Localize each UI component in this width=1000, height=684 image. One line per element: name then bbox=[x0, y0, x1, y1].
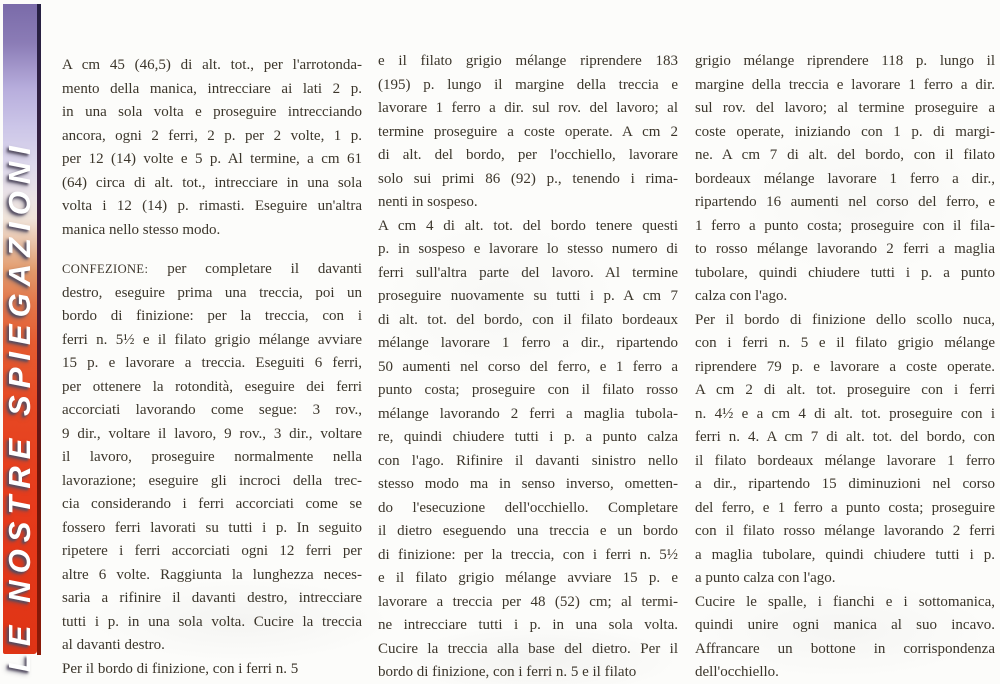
paragraph bbox=[695, 591, 995, 684]
text-line: Affrancare un bottone in corrispondenza bbox=[695, 640, 995, 657]
text-line: a maglia tubolare, quindi chiudere tutti i p. bbox=[695, 546, 995, 563]
text-line: margine della treccia e lavorare 1 ferro a dir. bbox=[695, 76, 995, 93]
text-line: per 12 (14) volte e 5 p. Al termine, a cm 61 bbox=[62, 151, 362, 167]
text-line: 1 ferro a punto costa; proseguire con il fila- bbox=[695, 217, 995, 234]
text-line: (195) p. lungo il margine della treccia e bbox=[378, 76, 678, 93]
text-line: con i ferri n. 5 e il filato grigio mélange bbox=[695, 335, 995, 351]
text-line: ripartendo 16 aumenti nel corso del ferro, e bbox=[695, 194, 995, 210]
text-line: punto costa; proseguire con il filato rosso bbox=[378, 382, 678, 398]
text-line: ne. A cm 7 di alt. del bordo, con il filato bbox=[695, 147, 995, 163]
text-line: destro, eseguire prima una treccia, poi un bbox=[62, 284, 362, 301]
text-line: tubolare, quindi chiudere tutti i p. a punto bbox=[695, 264, 995, 281]
paragraph bbox=[378, 50, 678, 215]
text-line: saria a rifinire il davanti destro, intrecciare bbox=[62, 590, 362, 606]
text-line: e il filato grigio mélange avviare 15 p. e bbox=[378, 570, 678, 586]
text-line: dell'occhiello. bbox=[695, 664, 779, 680]
text-line: ferri n. 5½ e il filato grigio mélange avviare bbox=[62, 331, 362, 348]
text-line: quindi unire ogni manica al suo incavo. bbox=[695, 617, 995, 633]
text-line: grigio mélange riprendere 118 p. lungo il bbox=[695, 53, 995, 69]
text-line: con il filato rosso mélange lavorando 2 ferri bbox=[695, 523, 995, 539]
text-column-3 bbox=[695, 50, 995, 684]
text-line: solo sui primi 86 (92) p., tenendo i rima- bbox=[378, 170, 678, 187]
text-line: a dir., ripartendo 15 diminuzioni nel corso bbox=[695, 476, 995, 492]
text-line: termine proseguire a coste operate. A cm 2 bbox=[378, 123, 678, 140]
text-line: altre 6 volte. Raggiunta la lunghezza neces- bbox=[62, 566, 362, 583]
paragraph bbox=[378, 215, 678, 684]
text-column-1 bbox=[62, 54, 362, 684]
paragraph bbox=[62, 54, 362, 242]
text-line: fossero ferri lavorati su tutti i p. In seguito bbox=[62, 519, 362, 536]
text-line: ferri sull'altra parte del lavoro. Al termine bbox=[378, 264, 678, 281]
text-line: riprendere 79 p. e lavorare a coste operate. bbox=[695, 358, 995, 375]
text-line: coste operate, iniziando con 1 p. di margi- bbox=[695, 123, 995, 140]
text-line: per ottenere la rotondità, eseguire dei ferri bbox=[62, 378, 362, 395]
text-line: A cm 2 di alt. tot. proseguire con i ferri bbox=[695, 382, 995, 398]
text-column-2 bbox=[378, 50, 678, 684]
text-line: A cm 45 (46,5) di alt. tot., per l'arrotonda- bbox=[62, 57, 362, 73]
text-line: il filato bordeaux mélange lavorare 1 ferro bbox=[695, 452, 995, 469]
text-line: to rosso mélange lavorando 2 ferri a maglia bbox=[695, 241, 995, 257]
text-line: A cm 4 di alt. tot. del bordo tenere questi bbox=[378, 217, 678, 234]
text-line: n. 4½ e a cm 4 di alt. tot. proseguire con i bbox=[695, 405, 995, 422]
text-line: in una sola volta e proseguire intrecciando bbox=[62, 104, 362, 120]
text-line: 50 aumenti nel corso del ferro, e 1 ferro a bbox=[378, 358, 678, 375]
text-line: manica nello stesso modo. bbox=[62, 221, 221, 238]
text-line: stesso modo ma in senso inverso, ometten- bbox=[378, 476, 678, 492]
text-line: do l'esecuzione dell'occhiello. Completare bbox=[378, 499, 678, 516]
text-line: 9 dir., voltare il lavoro, 9 rov., 3 dir., voltare bbox=[62, 425, 362, 442]
text-line: il dietro eseguendo una treccia e un bordo bbox=[378, 523, 678, 539]
text-line: Cucire le spalle, i fianchi e i sottomanica, bbox=[695, 593, 995, 610]
text-line: lavorare a treccia per 48 (52) cm; al termi- bbox=[378, 593, 678, 610]
text-line: Cucire la treccia alla base del dietro. Per il bbox=[378, 640, 678, 657]
text-line: ferri n. 4. A cm 7 di alt. tot. del bordo, con bbox=[695, 429, 995, 445]
paragraph bbox=[695, 50, 995, 309]
text-line: p. in sospeso e lavorare lo stesso numero di bbox=[378, 241, 678, 257]
text-line: il lavoro, proseguire normalmente nella bbox=[62, 449, 362, 465]
text-line: di finizione: per la treccia, con i ferri n. 5½ bbox=[378, 546, 678, 563]
text-line: bordeaux mélange lavorare 1 ferro a dir., bbox=[695, 170, 995, 187]
text-line: a punto calza con l'ago. bbox=[695, 570, 836, 586]
text-line: re, quindi chiudere tutti i p. a punto calza bbox=[378, 429, 678, 445]
paragraph bbox=[62, 258, 362, 658]
text-line: e il filato grigio mélange riprendere 183 bbox=[378, 53, 678, 69]
text-line: 15 p. e lavorare a treccia. Eseguiti 6 ferri, bbox=[62, 355, 362, 371]
text-line: mento della manica, intrecciare ai lati 2 p. bbox=[62, 80, 362, 97]
text-line: Per il bordo di finizione dello scollo nuca, bbox=[695, 311, 995, 328]
text-line: del ferro, e 1 ferro a punto costa; proseguire bbox=[695, 499, 995, 516]
text-line: accorciati lavorando come segue: 3 rov., bbox=[62, 402, 362, 418]
text-line: con l'ago. Rifinire il davanti sinistro nello bbox=[378, 452, 678, 469]
paragraph bbox=[695, 309, 995, 591]
text-line: mélange lavorare 1 ferro a dir., ripartendo bbox=[378, 335, 678, 351]
text-line: lavorazione; eseguire gli incroci della trec- bbox=[62, 472, 362, 489]
text-line: sul rov. del lavoro; al termine proseguire a bbox=[695, 100, 995, 116]
text-line: ancora, ogni 2 ferri, 2 p. per 2 volte, 1 p. bbox=[62, 127, 362, 144]
text-line: calza con l'ago. bbox=[695, 288, 788, 304]
text-line: (64) circa di alt. tot., intrecciare in una sola bbox=[62, 174, 362, 191]
section-banner-title: LE NOSTRE SPIEGAZIONI bbox=[2, 139, 37, 672]
text-line: di alt. del bordo, per l'occhiello, lavorare bbox=[378, 147, 678, 163]
text-line: al davanti destro. bbox=[62, 637, 165, 653]
text-line: bordo di finizione: per la treccia, con i bbox=[62, 308, 362, 324]
text-line: di alt. tot. del bordo, con il filato bordeaux bbox=[378, 311, 678, 328]
text-line: bordo di finizione, con i ferri n. 5 e il filato bbox=[378, 664, 637, 680]
text-line: proseguire nuovamente su tutti i p. A cm 7 bbox=[378, 288, 678, 304]
text-line: volta i 12 (14) p. rimasti. Eseguire un'altra bbox=[62, 198, 362, 214]
text-line: cia considerando i ferri accorciati come se bbox=[62, 496, 362, 512]
text-line: mélange lavorando 2 ferri a maglia tubola- bbox=[378, 405, 678, 422]
text-line: ripetere i ferri accorciati ogni 12 ferri per bbox=[62, 543, 362, 559]
text-line: nenti in sospeso. bbox=[378, 194, 478, 210]
text-line: lavorare 1 ferro a dir. sul rov. del lavoro; al bbox=[378, 100, 678, 116]
text-line: Per il bordo di finizione, con i ferri n. 5 bbox=[62, 660, 299, 677]
text-line: tutti i p. in una sola volta. Cucire la treccia bbox=[62, 613, 362, 630]
text-line: ne intrecciare tutti i p. in una sola volta. bbox=[378, 617, 678, 633]
text-line: CONFEZIONE: per completare il davanti bbox=[62, 261, 362, 277]
paragraph bbox=[62, 658, 362, 682]
paragraph-lead: CONFEZIONE: bbox=[62, 262, 149, 276]
